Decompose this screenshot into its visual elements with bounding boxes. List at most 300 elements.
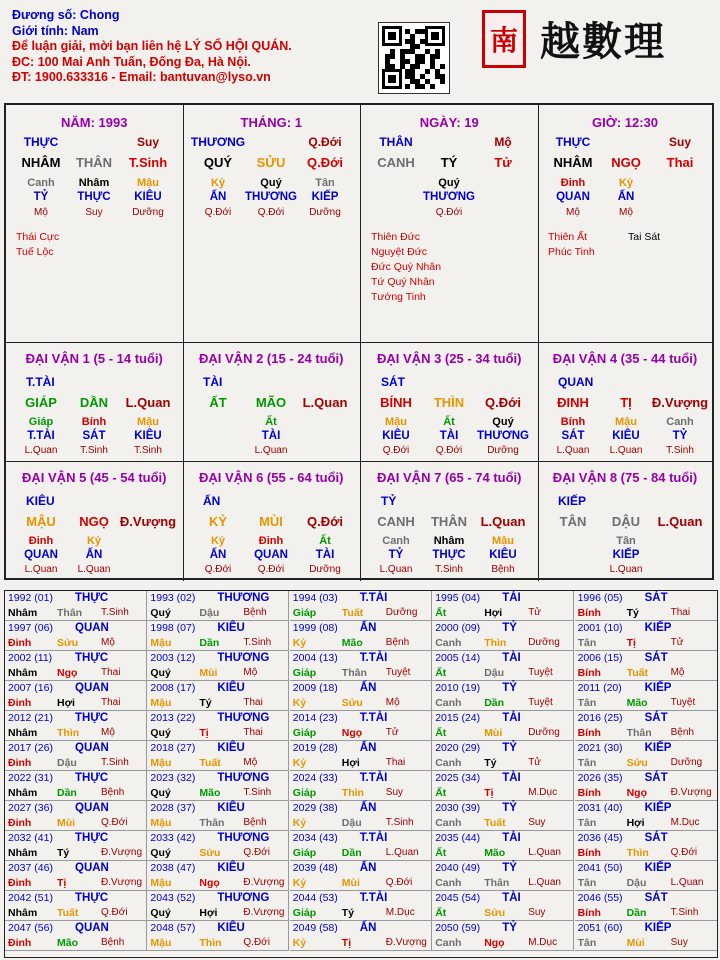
dv-ts-2: Dưỡng <box>487 445 519 456</box>
dv-hidden-2: Quý <box>492 416 514 428</box>
year-star: QUAN <box>75 682 109 694</box>
dv-main-0: TÂN <box>559 514 587 529</box>
dv-main-0: BÍNH <box>380 395 412 410</box>
pillar-top-0: THÂN <box>379 135 413 149</box>
dai-van-title: ĐẠI VẬN 7 (65 - 74 tuổi) <box>377 470 522 485</box>
dv-ts-0: L.Quan <box>24 564 58 575</box>
year-cell <box>432 831 574 861</box>
year-label: 2038 (47) <box>150 862 196 874</box>
year-label: 2005 (14) <box>435 652 481 664</box>
year-label: 2031 (40) <box>577 802 623 814</box>
year-phase: Q.Đới <box>385 877 413 888</box>
pillar-hidden-2: Tân <box>315 177 335 189</box>
year-star: T.TÀI <box>359 712 388 724</box>
dv-star-1: QUAN <box>254 549 288 561</box>
year-cell <box>5 651 147 681</box>
dv-main-1: THÂN <box>430 514 468 529</box>
year-cell <box>575 651 717 681</box>
year-cell <box>432 891 574 921</box>
year-label: 2033 (42) <box>150 832 196 844</box>
year-phase: Bệnh <box>101 787 125 798</box>
pillar-hidden-0: Canh <box>27 177 55 189</box>
year-stem: Tân <box>577 697 597 709</box>
year-stem: Tân <box>577 877 597 889</box>
pillar-top-2: Suy <box>136 135 159 149</box>
year-branch: Tý <box>199 697 212 709</box>
dv-hidden-0: Đinh <box>28 535 54 547</box>
year-phase: Thai <box>243 697 263 708</box>
dv-ts-1: T.Sinh <box>80 445 108 456</box>
pillar-stars: Thái Cực Tuế Lộc <box>16 231 60 258</box>
year-stem: Tân <box>577 757 597 769</box>
year-phase: Thai <box>385 757 406 768</box>
year-phase: M.Dục <box>528 937 558 948</box>
year-star: KIẾP <box>644 922 672 934</box>
year-label: 2026 (35) <box>577 772 623 784</box>
year-stem: Mậu <box>150 877 172 889</box>
dv-ts-2: T.Sinh <box>666 445 694 456</box>
year-star: T.TÀI <box>359 772 388 784</box>
year-cell <box>290 591 432 621</box>
pillar-ts-1: Mộ <box>619 207 633 218</box>
pillar-star-2: KIÊU <box>134 191 162 203</box>
year-branch: Sửu <box>341 697 363 709</box>
year-stem: Ất <box>435 787 447 799</box>
pillar-main-2: Q.Đới <box>307 155 343 170</box>
pillar-top-2: Q.Đới <box>308 135 342 149</box>
year-stem: Tân <box>577 817 597 829</box>
year-label: 2036 (45) <box>577 832 623 844</box>
dv-main-2: Q.Đới <box>307 514 343 529</box>
year-phase: Tuyệt <box>528 667 553 678</box>
pillar-hidden-0: Đinh <box>560 177 586 189</box>
year-cell <box>290 681 432 711</box>
year-phase: Dưỡng <box>385 607 418 618</box>
year-cell <box>5 801 147 831</box>
year-star: KIÊU <box>217 682 245 694</box>
year-label: 2030 (39) <box>435 802 481 814</box>
dv-hidden-2: Ất <box>319 535 331 547</box>
year-branch: Hợi <box>199 907 218 919</box>
pillar-0 <box>6 105 184 343</box>
year-phase: T.Sinh <box>101 607 129 618</box>
pillar-top-2: Mộ <box>494 135 512 149</box>
year-label: 2018 (27) <box>150 742 196 754</box>
address-line: ĐC: 100 Mai Anh Tuấn, Đống Đa, Hà Nội. <box>12 54 251 69</box>
year-label: 2048 (57) <box>150 922 196 934</box>
year-stem: Đinh <box>8 697 32 709</box>
year-phase: Suy <box>385 787 404 798</box>
year-cell <box>5 921 147 951</box>
year-cell <box>575 861 717 891</box>
year-label: 2012 (21) <box>8 712 53 724</box>
dai-van-star: KIÊU <box>26 494 55 508</box>
year-label: 2042 (51) <box>8 892 53 904</box>
dv-star-1: TÀI <box>261 430 281 442</box>
pillar-top-0: THƯƠNG <box>190 135 246 149</box>
year-stem: Bính <box>577 667 601 679</box>
dv-star-2: TỶ <box>672 430 688 442</box>
year-branch: Tị <box>57 877 67 889</box>
year-branch: Tý <box>484 757 497 769</box>
seal-stamp-icon: 南 <box>482 10 526 68</box>
year-branch: Mão <box>199 787 221 799</box>
dv-main-0: ĐINH <box>557 395 589 410</box>
year-phase: Bệnh <box>385 637 410 648</box>
dv-main-0: ẤT <box>209 395 227 410</box>
year-star: THỰC <box>75 712 109 724</box>
year-stem: Mậu <box>150 817 172 829</box>
year-star: SÁT <box>644 832 668 844</box>
pillar-ts-1: Suy <box>85 207 103 218</box>
year-cell <box>147 651 289 681</box>
year-label: 2020 (29) <box>435 742 481 754</box>
dv-star-0: QUAN <box>24 549 58 561</box>
year-stem: Tân <box>577 637 597 649</box>
year-cell <box>147 921 289 951</box>
pillar-ts-1: Q.Đới <box>435 207 463 218</box>
year-label: 2043 (52) <box>150 892 196 904</box>
year-star: KIẾP <box>644 802 672 814</box>
year-branch: Sửu <box>199 847 221 859</box>
pillar-top-0: THỰC <box>555 135 591 149</box>
year-phase: Bệnh <box>101 937 125 948</box>
year-label: 2041 (50) <box>577 862 623 874</box>
pillar-main-2: T.Sinh <box>128 155 168 170</box>
year-branch: Thân <box>341 667 367 679</box>
year-label: 1997 (06) <box>8 622 53 634</box>
dv-ts-0: L.Quan <box>24 445 58 456</box>
dv-star-0: KIÊU <box>382 430 410 442</box>
pillar-star-0: ẤN <box>209 191 227 203</box>
year-star: TÀI <box>502 832 521 844</box>
year-stem: Bính <box>577 787 601 799</box>
dv-main-1: DẬU <box>611 514 641 529</box>
dai-van-8 <box>538 462 712 581</box>
year-stem: Kỷ <box>292 697 307 709</box>
year-phase: Q.Đới <box>243 847 270 858</box>
year-branch: Tý <box>341 907 355 919</box>
year-branch: Dậu <box>199 607 220 619</box>
year-label: 2046 (55) <box>577 892 623 904</box>
dv-star-1: ẤN <box>85 549 103 561</box>
dai-van-star: SÁT <box>381 375 405 389</box>
year-phase: T.Sinh <box>243 637 272 648</box>
year-branch: Dậu <box>341 817 362 829</box>
year-star: TÀI <box>502 772 521 784</box>
year-phase: Dưỡng <box>528 727 560 738</box>
year-cell <box>290 651 432 681</box>
pillar-main-0: NHÂM <box>21 155 61 170</box>
year-star: QUAN <box>75 802 109 814</box>
dai-van-star: QUAN <box>558 375 594 389</box>
year-stem: Ất <box>435 607 447 619</box>
year-label: 2007 (16) <box>8 682 53 694</box>
pillar-top-2: Suy <box>668 135 691 149</box>
pillar-2 <box>361 105 539 343</box>
year-branch: Dần <box>199 637 220 649</box>
year-phase: Thai <box>101 697 121 708</box>
year-phase: T.Sinh <box>243 787 272 798</box>
pillar-ts-0: Mộ <box>34 207 48 218</box>
year-branch: Hợi <box>484 607 503 619</box>
year-star: THƯƠNG <box>217 832 270 844</box>
year-star: KIÊU <box>217 862 245 874</box>
year-label: 2006 (15) <box>577 652 623 664</box>
pillar-top-0: THỰC <box>23 135 59 149</box>
year-branch: Mão <box>57 937 78 949</box>
year-cell <box>575 591 717 621</box>
year-phase: Suy <box>670 937 688 948</box>
year-cell <box>432 741 574 771</box>
pillar-3 <box>538 105 712 343</box>
dv-main-1: THÌN <box>433 395 465 410</box>
year-cell <box>290 891 432 921</box>
year-label: 2002 (11) <box>8 652 53 664</box>
pillar-main-2: Tử <box>494 155 512 170</box>
year-stem: Đinh <box>8 817 32 829</box>
year-branch: Mùi <box>484 727 503 739</box>
year-label: 2028 (37) <box>150 802 196 814</box>
year-star: T.TÀI <box>359 652 388 664</box>
year-branch: Thìn <box>626 847 649 859</box>
phone-email-line: ĐT: 1900.633316 - Email: bantuvan@lyso.vn <box>12 70 271 85</box>
year-cell <box>575 681 717 711</box>
year-stem: Ất <box>435 847 447 859</box>
dai-van-title: ĐẠI VẬN 2 (15 - 24 tuổi) <box>199 351 344 366</box>
year-stem: Nhâm <box>8 667 38 679</box>
year-label: 2044 (53) <box>292 892 338 904</box>
year-phase: Q.Đới <box>101 817 128 828</box>
dv-ts-1: L.Quan <box>609 564 643 575</box>
dv-star-0: SÁT <box>561 430 585 442</box>
year-stem: Mậu <box>150 637 172 649</box>
yearly-luck-table <box>4 590 718 958</box>
year-stem: Tân <box>577 937 597 949</box>
pillar-ts-1: Q.Đới <box>257 207 285 218</box>
year-branch: Ngọ <box>199 877 220 889</box>
year-star: TỶ <box>502 742 517 754</box>
year-label: 2025 (34) <box>435 772 481 784</box>
year-cell <box>575 741 717 771</box>
year-branch: Hợi <box>57 697 75 709</box>
year-label: 2029 (38) <box>292 802 338 814</box>
year-cell <box>147 591 289 621</box>
pillar-main-2: Thai <box>666 155 694 170</box>
year-cell <box>5 711 147 741</box>
dv-ts-1: Q.Đới <box>435 445 463 456</box>
year-stem: Nhâm <box>8 787 38 799</box>
year-branch: Mùi <box>626 937 645 949</box>
year-label: 1993 (02) <box>150 592 196 604</box>
year-stem: Quý <box>150 907 171 919</box>
year-phase: Đ.Vượng <box>243 907 285 918</box>
dv-hidden-0: Mậu <box>385 416 407 428</box>
year-star: T.TÀI <box>359 592 388 604</box>
year-branch: Tý <box>57 847 70 859</box>
dv-main-0: MẬU <box>26 514 56 529</box>
year-cell <box>432 651 574 681</box>
dv-main-2: L.Quan <box>302 395 348 410</box>
year-stem: Bính <box>577 607 601 619</box>
year-star: THỰC <box>75 832 109 844</box>
year-label: 2016 (25) <box>577 712 623 724</box>
year-stem: Ất <box>435 727 447 739</box>
year-star: ẤN <box>359 862 377 874</box>
dv-star-1: KIẾP <box>612 549 640 561</box>
year-cell <box>432 621 574 651</box>
year-stem: Quý <box>150 847 171 859</box>
year-cell <box>575 711 717 741</box>
year-phase: T.Sinh <box>101 757 129 768</box>
year-label: 2010 (19) <box>435 682 481 694</box>
year-branch: Thìn <box>199 937 222 949</box>
dai-van-star: T.TÀI <box>26 375 55 389</box>
dai-van-star: ẤN <box>203 494 221 508</box>
dai-van-title: ĐẠI VẬN 6 (55 - 64 tuổi) <box>199 470 344 485</box>
year-stem: Canh <box>435 757 462 769</box>
year-stem: Giáp <box>292 787 317 799</box>
pillar-hidden-1: Quý <box>260 177 282 189</box>
year-phase: T.Sinh <box>670 907 699 918</box>
year-stem: Canh <box>435 637 462 649</box>
year-phase: Tử <box>385 727 399 738</box>
year-star: TỶ <box>502 622 517 634</box>
year-cell <box>575 801 717 831</box>
year-branch: Tị <box>341 937 352 949</box>
dv-ts-2: T.Sinh <box>134 445 162 456</box>
year-label: 2004 (13) <box>292 652 338 664</box>
dv-main-2: Q.Đới <box>485 395 521 410</box>
dai-van-6 <box>183 462 361 581</box>
pillar-star-1: ẤN <box>617 191 635 203</box>
year-label: 2051 (60) <box>577 922 623 934</box>
year-branch: Thân <box>626 727 652 739</box>
year-cell <box>290 711 432 741</box>
year-branch: Tị <box>626 637 636 649</box>
dv-main-1: MÃO <box>255 395 287 410</box>
year-branch: Thân <box>57 607 83 619</box>
year-branch: Ngọ <box>626 787 648 799</box>
year-stem: Ất <box>435 907 447 919</box>
qr-code-icon <box>378 22 450 94</box>
year-star: THƯƠNG <box>217 652 270 664</box>
year-star: ẤN <box>359 802 377 814</box>
year-cell <box>432 771 574 801</box>
year-phase: M.Dục <box>385 907 415 918</box>
year-stem: Mậu <box>150 937 172 949</box>
dai-van-3 <box>361 343 539 462</box>
dv-ts-1: Q.Đới <box>257 564 285 575</box>
year-stem: Đinh <box>8 937 32 949</box>
pillar-hidden-1: Quý <box>438 177 460 189</box>
year-label: 2049 (58) <box>292 922 338 934</box>
year-branch: Dậu <box>57 757 77 769</box>
year-branch: Dần <box>484 697 505 709</box>
year-star: ẤN <box>359 682 377 694</box>
dv-hidden-0: Giáp <box>28 416 54 428</box>
year-star: KIẾP <box>644 622 672 634</box>
year-star: TỶ <box>502 802 517 814</box>
dai-van-1 <box>6 343 184 462</box>
year-cell <box>147 861 289 891</box>
year-cell <box>432 921 574 951</box>
pillar-title: NGÀY: 19 <box>419 115 479 130</box>
year-star: KIÊU <box>217 622 245 634</box>
pillar-hidden-0: Kỷ <box>210 177 226 189</box>
year-label: 2022 (31) <box>8 772 53 784</box>
year-stem: Canh <box>435 877 462 889</box>
dv-main-0: CANH <box>377 514 415 529</box>
dv-hidden-1: Bính <box>81 416 107 428</box>
year-phase: Tử <box>528 757 541 768</box>
dv-star-1: THỰC <box>432 549 466 561</box>
year-label: 1994 (03) <box>292 592 338 604</box>
dv-hidden-0: Bính <box>560 416 586 428</box>
dv-ts-1: L.Quan <box>609 445 643 456</box>
year-label: 2027 (36) <box>8 802 53 814</box>
year-stem: Quý <box>150 727 171 739</box>
dv-hidden-2: Mậu <box>492 535 514 547</box>
dai-van-star: TỶ <box>381 494 397 508</box>
pillar-star-0: QUAN <box>556 191 590 203</box>
year-star: T.TÀI <box>359 832 388 844</box>
dai-van-title: ĐẠI VẬN 8 (75 - 84 tuổi) <box>552 470 698 485</box>
year-branch: Tuất <box>484 817 506 829</box>
year-star: SÁT <box>644 652 668 664</box>
year-branch: Tị <box>484 787 494 799</box>
year-phase: Mộ <box>243 667 258 678</box>
year-branch: Tuất <box>57 907 79 919</box>
year-label: 2040 (49) <box>435 862 481 874</box>
year-cell <box>147 891 289 921</box>
year-star: TỶ <box>502 682 517 694</box>
year-label: 2045 (54) <box>435 892 481 904</box>
year-label: 1996 (05) <box>577 592 623 604</box>
year-branch: Mão <box>341 637 363 649</box>
year-label: 2008 (17) <box>150 682 196 694</box>
year-star: TỶ <box>502 862 517 874</box>
pillar-stars: Thiên Đức Nguyệt Đức Đức Quý Nhân Tứ Quý Nhân Tướng Tinh <box>371 231 442 303</box>
year-cell <box>147 801 289 831</box>
year-label: 2024 (33) <box>292 772 338 784</box>
pillar-main-0: QUÝ <box>203 155 233 170</box>
year-cell <box>5 681 147 711</box>
contact-line: Để luận giải, mời bạn liên hệ LÝ SỐ HỘI QUÁN. <box>12 39 292 54</box>
year-stem: Nhâm <box>8 907 38 919</box>
year-branch: Mùi <box>57 817 76 829</box>
year-label: 2009 (18) <box>292 682 338 694</box>
year-star: KIẾP <box>644 682 672 694</box>
year-branch: Mùi <box>199 667 218 679</box>
year-cell <box>147 831 289 861</box>
year-phase: Tuyệt <box>670 697 696 708</box>
year-star: KIÊU <box>217 922 245 934</box>
year-branch: Dậu <box>626 877 647 889</box>
year-stem: Giáp <box>292 847 317 859</box>
dv-main-2: L.Quan <box>480 514 526 529</box>
dai-van-star: KIẾP <box>558 494 587 508</box>
year-phase: T.Sinh <box>385 817 414 828</box>
year-star: THƯƠNG <box>217 772 270 784</box>
dv-hidden-2: Canh <box>666 416 694 428</box>
dv-hidden-0: Canh <box>382 535 410 547</box>
year-star: SÁT <box>644 592 668 604</box>
year-cell <box>5 891 147 921</box>
year-cell <box>290 741 432 771</box>
year-cell <box>5 621 147 651</box>
year-cell <box>147 771 289 801</box>
